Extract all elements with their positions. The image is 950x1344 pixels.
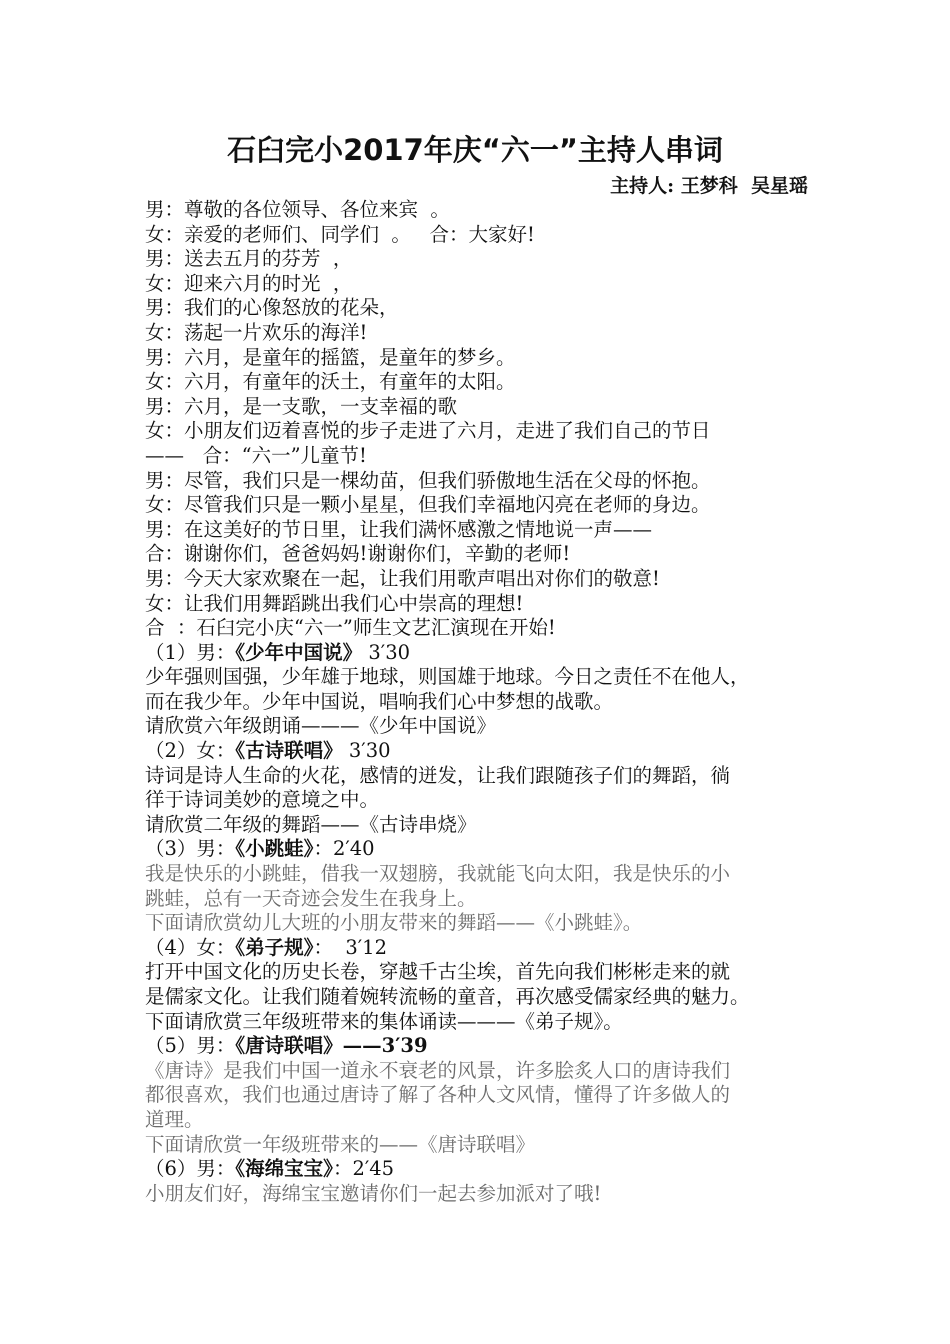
line-text: 下面请欣赏三年级班带来的集体诵读———《弟子规》。 [145,1009,623,1033]
line-text: 合 ：石臼完小庆“六一”师生文艺汇演现在开始! [145,616,556,640]
script-line [145,887,825,912]
script-line [145,960,825,985]
hosts-line: 主持人: 王梦科 吴星瑶 [610,175,808,197]
line-text: 请欣赏六年级朗诵———《少年中国说》 [145,714,497,738]
script-line [145,1182,825,1207]
line-text: 请欣赏二年级的舞蹈——《古诗串烧》 [145,812,477,836]
line-text: 跳蛙，总有一天奇迹会发生在我身上。 [145,886,477,910]
script-line [145,518,825,543]
line-text: 下面请欣赏幼儿大班的小朋友带来的舞蹈——《小跳蛙》。 [145,911,643,935]
program-title: 《弟子规》 [235,935,314,959]
script-line [145,641,825,666]
document-title: 石臼完小2017年庆“六一”主持人串词 [227,133,723,167]
script-line [145,370,825,395]
line-text: 男：六月，是童年的摇篮，是童年的梦乡。 [145,345,516,369]
script-line [145,223,825,248]
line-text: 女：小朋友们迈着喜悦的步子走进了六月，走进了我们自己的节日 [145,419,711,443]
script-line [145,592,825,617]
program-title: 《古诗联唱》 [235,739,343,763]
line-text: （5）男： [145,1034,236,1058]
script-line [145,1157,825,1182]
line-text: 小朋友们好，海绵宝宝邀请你们一起去参加派对了哦! [145,1181,602,1205]
line-text: 都很喜欢，我们也通过唐诗了解了各种人文风情，懂得了许多做人的 [145,1083,731,1107]
line-text: ： 3′12 [313,935,387,959]
line-text: 《唐诗》是我们中国一道永不衰老的风景，许多脍炙人口的唐诗我们 [145,1058,731,1082]
line-text: （1）男： [145,640,236,664]
line-text: （6）男： [145,1157,236,1181]
script-line [145,469,825,494]
script-line [145,936,825,961]
line-text: 下面请欣赏一年级班带来的——《唐诗联唱》 [145,1132,536,1156]
line-text: 我是快乐的小跳蛙，借我一双翅膀，我就能飞向太阳，我是快乐的小 [145,862,731,886]
line-text: 男：六月，是一支歌，一支幸福的歌 [145,394,458,418]
script-line [145,665,825,690]
line-text: 女：六月，有童年的沃土，有童年的太阳。 [145,370,516,394]
script-line [145,1034,825,1059]
script-line [145,444,825,469]
line-text: 少年强则国强，少年雄于地球，则国雄于地球。今日之责任不在他人， [145,665,750,689]
script-line [145,1083,825,1108]
script-line [145,247,825,272]
script-line [145,321,825,346]
script-line [145,764,825,789]
script-line [145,272,825,297]
line-text: 男：在这美好的节日里，让我们满怀感激之情地说一声—— [145,517,653,541]
line-text: 3′30 [342,739,391,763]
script-line [145,862,825,887]
script-line [145,1133,825,1158]
line-text: 徉于诗词美妙的意境之中。 [145,788,380,812]
line-text: —— 合：“六一”儿童节! [145,443,367,467]
script-line [145,419,825,444]
line-text: 男：尽管，我们只是一棵幼苗，但我们骄傲地生活在父母的怀抱。 [145,468,711,492]
script-line [145,616,825,641]
script-body [145,198,825,1206]
line-text: 男：今天大家欢聚在一起，让我们用歌声唱出对你们的敬意! [145,566,660,590]
program-title: 《少年中国说》 [235,640,363,664]
script-line [145,542,825,567]
line-text: （2）女： [145,739,236,763]
script-line [145,493,825,518]
program-title: 《海绵宝宝》 [235,1157,333,1181]
line-text: ：2′40 [313,837,375,861]
script-line [145,296,825,321]
line-text: （4）女： [145,935,236,959]
script-line [145,346,825,371]
line-text: 女：尽管我们只是一颗小星星，但我们幸福地闪亮在老师的身边。 [145,493,711,517]
line-text: 是儒家文化。让我们随着婉转流畅的童音，再次感受儒家经典的魅力。 [145,985,750,1008]
line-text: 女：让我们用舞蹈跳出我们心中崇高的理想! [145,591,524,615]
line-text: ：2′45 [332,1157,395,1181]
program-title: 《小跳蛙》 [235,837,314,861]
line-text: 男：送去五月的芬芳 ， [145,247,353,271]
line-text: 男：尊敬的各位领导、各位来宾 。 [145,198,450,221]
script-line [145,837,825,862]
script-line [145,1108,825,1133]
line-text: 男：我们的心像怒放的花朵， [145,296,399,320]
line-text: 女：荡起一片欢乐的海洋! [145,320,368,344]
line-text: 打开中国文化的历史长卷，穿越千古尘埃，首先向我们彬彬走来的就 [145,960,731,984]
script-line [145,690,825,715]
line-text: 女：亲爱的老师们、同学们 。 合：大家好! [145,222,535,246]
script-line [145,739,825,764]
line-text: 女：迎来六月的时光 ， [145,271,353,295]
script-line [145,714,825,739]
line-text: 而在我少年。少年中国说，唱响我们心中梦想的战歌。 [145,689,614,713]
line-text: 道理。 [145,1107,204,1131]
program-title: 《唐诗联唱》——3′39 [235,1034,428,1058]
line-text: 3′30 [362,640,411,664]
line-text: 合：谢谢你们，爸爸妈妈!谢谢你们，辛勤的老师! [145,542,571,566]
script-line [145,813,825,838]
script-line [145,395,825,420]
script-line [145,788,825,813]
script-line [145,985,825,1010]
script-line [145,198,825,223]
line-text: 诗词是诗人生命的火花，感情的迸发，让我们跟随孩子们的舞蹈，徜 [145,763,731,787]
script-line [145,567,825,592]
script-line [145,911,825,936]
script-line [145,1059,825,1084]
script-line [145,1010,825,1035]
line-text: （3）男： [145,837,236,861]
